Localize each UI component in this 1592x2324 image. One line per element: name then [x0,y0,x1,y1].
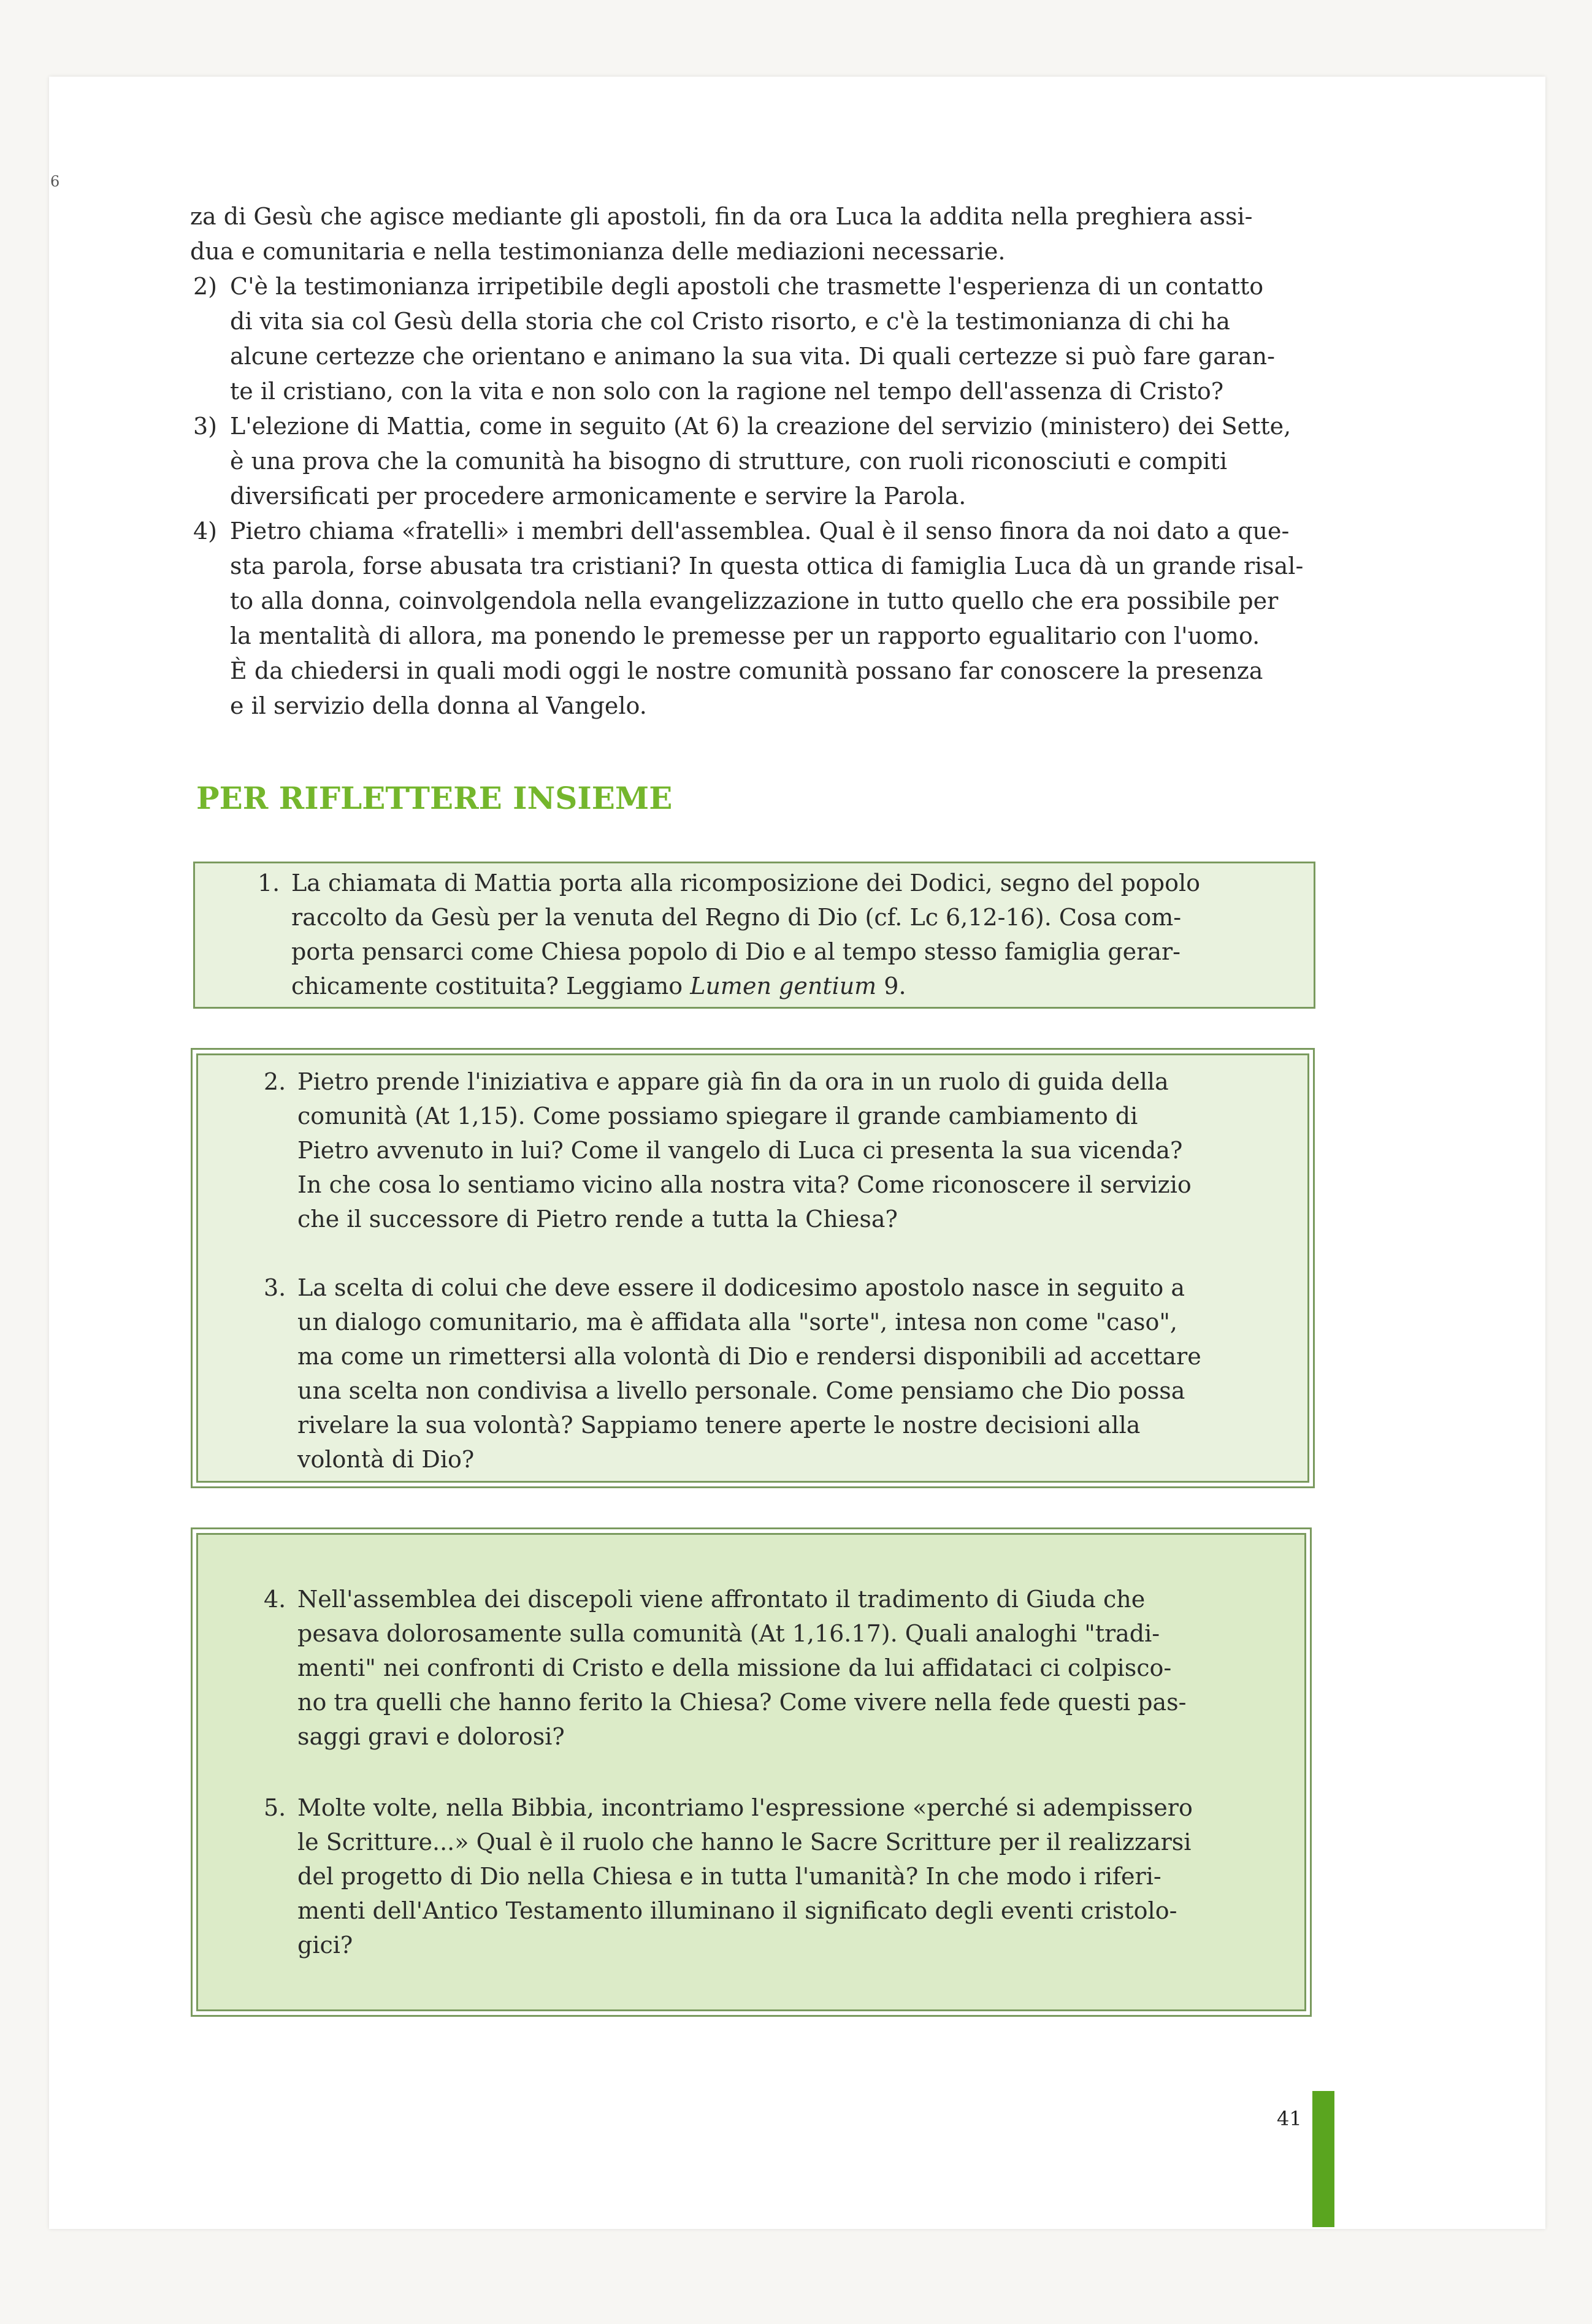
list-line: sta parola, forse abusata tra cristiani? In questa ottica di famiglia Luca dà un grande risal- [230,552,1304,579]
document-title: Lumen gentium [690,973,877,1000]
question-1 [258,866,1248,1003]
question-line: rivelare la sua volontà? Sappiamo tenere aperte le nostre decisioni alla [297,1412,1141,1439]
page-accent-bar [1312,2091,1334,2227]
section-title: PER RIFLETTERE INSIEME [196,780,673,816]
question-line: pesava dolorosamente sulla comunità (At 1,16.17). Quali analoghi "tradi- [297,1620,1160,1647]
question-line: ma come un rimettersi alla volontà di Dio e rendersi disponibili ad accettare [297,1343,1201,1370]
list-line: di vita sia col Gesù della storia che col Cristo risorto, e c'è la testimonianza di chi ha [230,308,1230,335]
question-line: Pietro avvenuto in lui? Come il vangelo di Luca ci presenta la sua vicenda? [297,1137,1183,1164]
question-text: 9. [876,973,906,1000]
question-line: La chiamata di Mattia porta alla ricomposizione dei Dodici, segno del popolo [291,870,1200,896]
question-line: porta pensarci come Chiesa popolo di Dio e al tempo stesso famiglia gerar- [291,938,1181,965]
list-line: Pietro chiama «fratelli» i membri dell'assemblea. Qual è il senso finora da noi dato a que- [230,518,1290,545]
question-line: una scelta non condivisa a livello personale. Come pensiamo che Dio possa [297,1377,1185,1404]
question-line: Molte volte, nella Bibbia, incontriamo l'espressione «perché si adempissero [297,1794,1193,1821]
question-line: comunità (At 1,15). Come possiamo spiegare il grande cambiamento di [297,1103,1138,1130]
page-number: 41 [1277,2107,1302,2130]
body-text [190,199,1318,724]
question-number: 5. [264,1794,286,1821]
question-line [291,969,1248,1003]
question-3 [264,1271,1236,1477]
question-text: chicamente costituita? Leggiamo [291,973,691,1000]
question-line: Nell'assemblea dei discepoli viene affrontato il tradimento di Giuda che [297,1586,1146,1613]
question-line: menti" nei confronti di Cristo e della missione da lui affidataci ci colpisco- [297,1654,1172,1681]
question-number: 2. [264,1068,286,1095]
intro-line-1: za di Gesù che agisce mediante gli apostoli, fin da ora Luca la addita nella preghiera assi- [190,203,1253,230]
list-number: 2) [193,273,218,300]
list-line: L'elezione di Mattia, come in seguito (At 6) la creazione del servizio (ministero) dei Sette, [230,413,1292,440]
list-line: è una prova che la comunità ha bisogno di strutture, con ruoli riconosciuti e compiti [230,448,1227,475]
list-item-3 [190,409,1318,514]
question-line: In che cosa lo sentiamo vicino alla nostra vita? Come riconoscere il servizio [297,1171,1192,1198]
list-item-2 [190,269,1318,409]
question-2 [264,1065,1236,1236]
question-line: menti dell'Antico Testamento illuminano il significato degli eventi cristolo- [297,1897,1177,1924]
question-line: saggi gravi e dolorosi? [297,1723,565,1750]
list-line: te il cristiano, con la vita e non solo con la ragione nel tempo dell'assenza di Cristo? [230,378,1224,405]
question-number: 4. [264,1586,286,1613]
list-line: È da chiedersi in quali modi oggi le nostre comunità possano far conoscere la presenza [230,657,1263,684]
question-number: 3. [264,1274,286,1301]
question-line: un dialogo comunitario, ma è affidata alla "sorte", intesa non come "caso", [297,1309,1177,1336]
list-line: diversificati per procedere armonicamente e servire la Parola. [230,483,966,510]
list-number: 3) [193,413,218,440]
page-marker: 6 [50,173,60,190]
question-line: le Scritture...» Qual è il ruolo che hanno le Sacre Scritture per il realizzarsi [297,1829,1192,1856]
question-line: gici? [297,1932,353,1959]
question-line: che il successore di Pietro rende a tutta la Chiesa? [297,1206,898,1233]
list-line: to alla donna, coinvolgendola nella evangelizzazione in tutto quello che era possibile per [230,587,1279,614]
question-line: volontà di Dio? [297,1446,475,1473]
list-line: la mentalità di allora, ma ponendo le premesse per un rapporto egualitario con l'uomo. [230,622,1260,649]
question-line: del progetto di Dio nella Chiesa e in tutta l'umanità? In che modo i riferi- [297,1863,1161,1890]
question-4 [264,1582,1233,1754]
question-line: no tra quelli che hanno ferito la Chiesa? Come vivere nella fede questi pas- [297,1689,1187,1716]
list-item-4 [190,514,1318,724]
question-line: Pietro prende l'iniziativa e appare già fin da ora in un ruolo di guida della [297,1068,1169,1095]
question-number: 1. [258,870,280,896]
intro-line-2: dua e comunitaria e nella testimonianza delle mediazioni necessarie. [190,238,1006,265]
list-number: 4) [193,518,218,545]
question-line: raccolto da Gesù per la venuta del Regno di Dio (cf. Lc 6,12-16). Cosa com- [291,904,1182,931]
list-line: C'è la testimonianza irripetibile degli apostoli che trasmette l'esperienza di un contatto [230,273,1264,300]
question-5 [264,1791,1233,1962]
question-line: La scelta di colui che deve essere il dodicesimo apostolo nasce in seguito a [297,1274,1185,1301]
list-line: e il servizio della donna al Vangelo. [230,692,647,719]
list-line: alcune certezze che orientano e animano la sua vita. Di quali certezze si può fare garan- [230,343,1275,370]
